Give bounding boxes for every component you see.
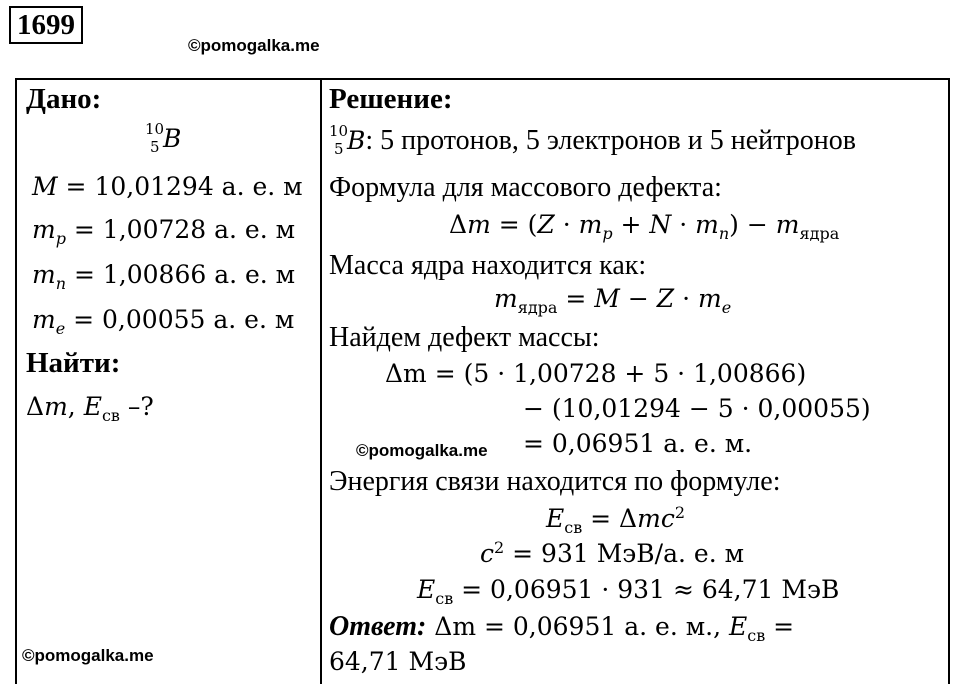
- mass-defect-formula: $\Delta m = (Z \cdot m_p + N \cdot m_n) - m_{ядра}$: [449, 210, 840, 243]
- given-electron-mass: $m_e = 0,00055$ а. е. м: [32, 305, 295, 338]
- binding-energy-formula: $E_{св} = \Delta mc^2$: [546, 503, 686, 537]
- answer-line1: Ответ: Δm = 0,06951 а. е. м., $E_{св}$ =: [329, 611, 795, 645]
- particle-composition: 10 5 B: 5 протонов, 5 электронов и 5 нейтронов: [329, 122, 856, 158]
- answer-label: Ответ:: [329, 611, 427, 642]
- binding-energy-calculation: $E_{св} = 0,06951 \cdot 931 \approx 64,71$ МэВ: [417, 575, 840, 608]
- conversion-factor: $c^2 = 931$ МэВ/а. е. м: [480, 538, 745, 568]
- isotope-notation: [145, 120, 182, 156]
- given-neutron-mass: $m_n = 1,00866$ а. е. м: [32, 260, 296, 293]
- watermark-middle: ©pomogalka.me: [356, 441, 488, 460]
- nucleus-mass-formula: $m_{ядра} = M - Z \cdot m_e$: [494, 284, 732, 317]
- nucleus-mass-label: Масса ядра находится как:: [329, 250, 647, 281]
- given-heading: Дано:: [26, 83, 102, 115]
- isotope-symbol: B: [163, 124, 182, 153]
- problem-number: 1699: [9, 6, 83, 44]
- answer-line2: 64,71 МэВ: [329, 647, 467, 676]
- mass-defect-formula-label: Формула для массового дефекта:: [329, 172, 722, 203]
- watermark-top: ©pomogalka.me: [188, 36, 320, 55]
- solution-heading: Решение:: [329, 83, 453, 115]
- given-total-mass: M = 10,01294 а. е. м: [32, 172, 303, 201]
- watermark-bottom-left: ©pomogalka.me: [22, 646, 154, 665]
- find-heading: Найти:: [26, 347, 121, 379]
- defect-calculation-line1: Δm = (5 · 1,00728 + 5 · 1,00866): [385, 359, 807, 388]
- isotope-charge-number: 5: [150, 138, 160, 156]
- defect-result: = 0,06951 а. е. м.: [523, 429, 753, 458]
- defect-calculation-line2: − (10,01294 − 5 · 0,00055): [523, 394, 871, 423]
- find-quantities: Δm, $E_{св}$ –?: [26, 392, 154, 425]
- given-proton-mass: $m_p = 1,00728$ а. е. м: [32, 215, 296, 248]
- find-defect-label: Найдем дефект массы:: [329, 322, 600, 353]
- isotope-mass-number: 10: [145, 120, 165, 138]
- column-divider: [320, 78, 322, 684]
- binding-energy-label: Энергия связи находится по формуле:: [329, 466, 781, 497]
